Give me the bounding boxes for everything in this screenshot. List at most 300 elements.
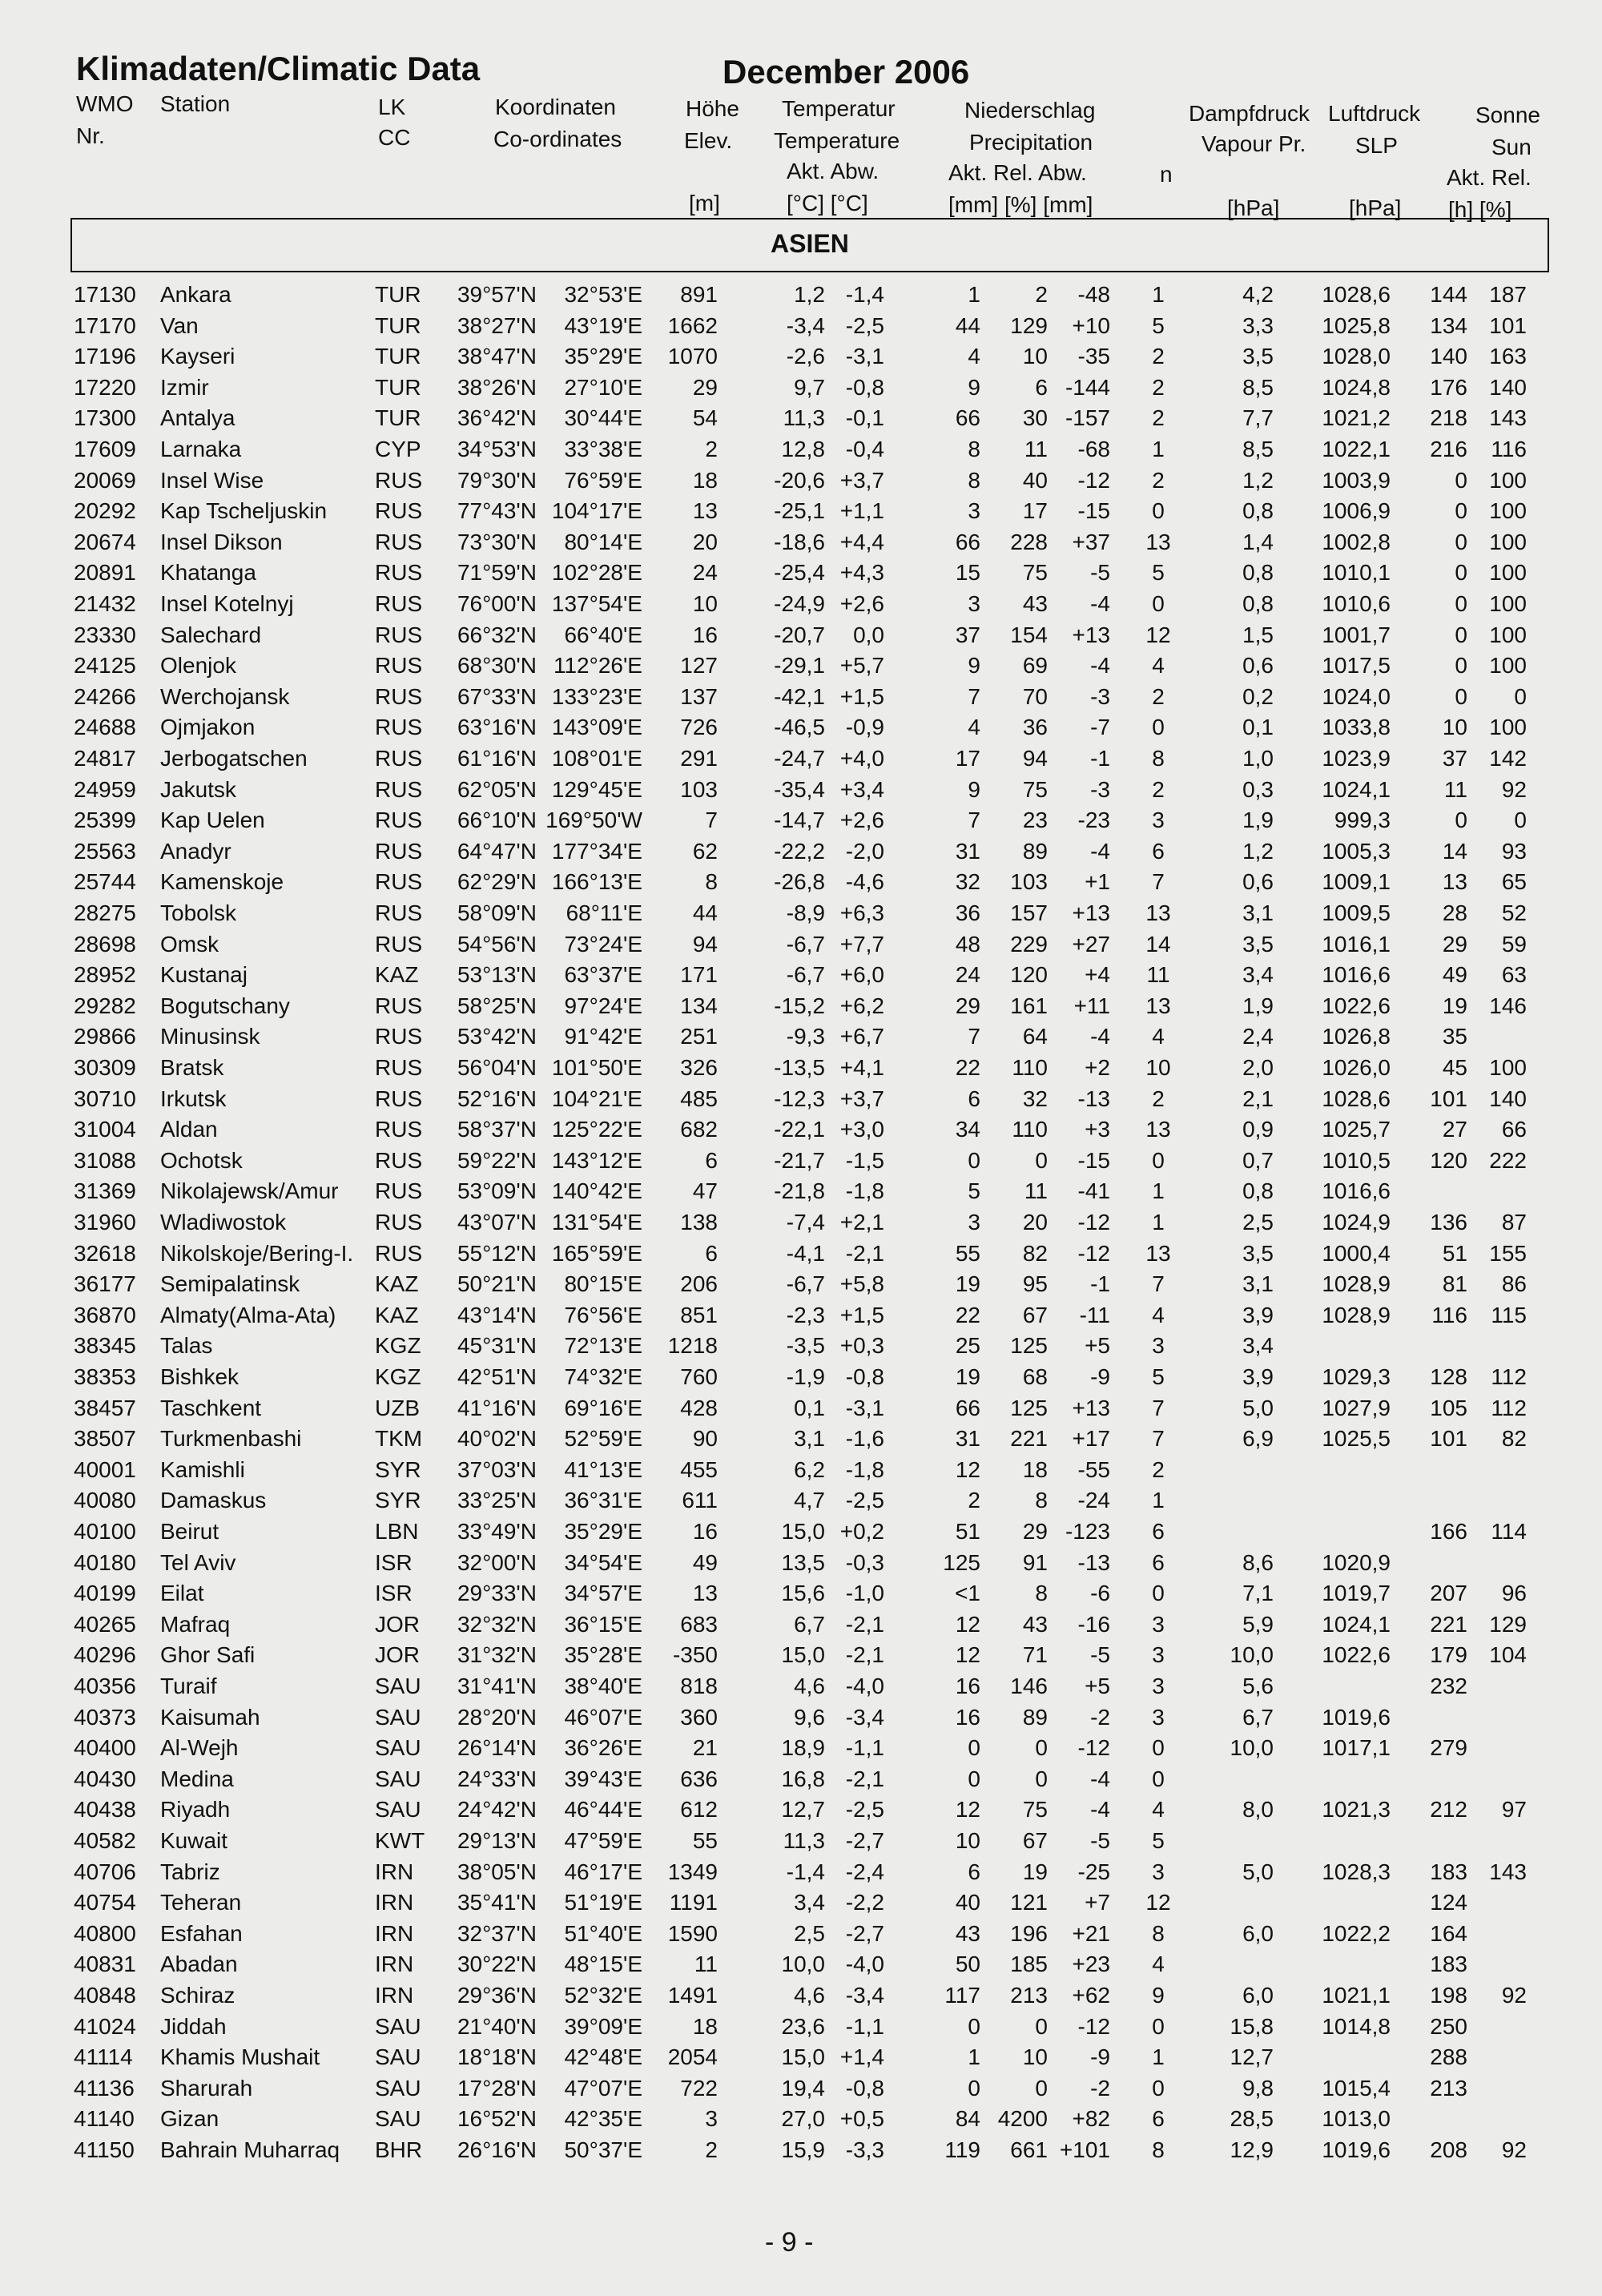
elevation: 103 — [680, 776, 718, 802]
station-name: Turaif — [160, 1674, 217, 1698]
vapour-pressure: 0,8 — [1242, 591, 1274, 616]
prec-relative: 67 — [1022, 1828, 1048, 1853]
sun-relative: 143 — [1489, 1859, 1527, 1884]
sun-hours: 250 — [1430, 2013, 1467, 2039]
station-name: Khamis Mushait — [160, 2044, 320, 2070]
sun-hours: 179 — [1430, 1642, 1467, 1668]
temp-deviation: +2,1 — [839, 1210, 884, 1235]
prec-days: 8 — [1152, 1920, 1165, 1946]
longitude: 143°09'E — [551, 715, 642, 740]
prec-actual: 8 — [968, 467, 980, 493]
prec-relative: 125 — [1010, 1395, 1048, 1420]
longitude: 32°53'E — [564, 282, 642, 307]
lk-header: LK — [378, 95, 406, 119]
country-code: RUS — [375, 900, 423, 925]
longitude: 46°17'E — [564, 1859, 642, 1884]
vapour-pressure: 6,9 — [1242, 1426, 1274, 1452]
station-name: Ghor Safi — [160, 1642, 256, 1668]
station-name: Riyadh — [160, 1797, 231, 1823]
elevation: 62 — [692, 838, 718, 864]
table-row — [0, 558, 1602, 589]
longitude: 76°56'E — [564, 1302, 642, 1327]
prec-actual: 12 — [955, 1611, 980, 1637]
prec-actual: 66 — [955, 529, 980, 554]
temp-deviation: +0,2 — [839, 1519, 884, 1544]
prec-actual: 37 — [955, 622, 980, 647]
prec-relative: 8 — [1035, 1581, 1048, 1606]
sun-hours: 0 — [1455, 498, 1467, 524]
country-code: SAU — [375, 1735, 421, 1761]
prec-actual: 117 — [944, 1983, 980, 2008]
temp-deviation: +6,3 — [839, 900, 884, 925]
elevation: 7 — [705, 808, 718, 833]
prec-deviation: -12 — [1077, 1735, 1110, 1761]
temp-actual: 12,8 — [781, 437, 825, 461]
sun-relative: 140 — [1489, 374, 1527, 400]
prec-relative: 75 — [1022, 1797, 1048, 1823]
elevation: 1191 — [669, 1890, 718, 1915]
sun-relative: 163 — [1489, 344, 1527, 369]
country-code: RUS — [375, 746, 423, 771]
sea-level-pressure: 1024,0 — [1322, 683, 1391, 709]
latitude: 38°05'N — [457, 1859, 537, 1884]
table-row — [0, 2042, 1602, 2073]
country-code: TUR — [375, 312, 421, 338]
wmo-number: 24959 — [74, 776, 136, 802]
sun-hours: 0 — [1455, 560, 1467, 586]
temp-deviation: +0,5 — [839, 2106, 884, 2132]
prec-deviation: -4 — [1090, 838, 1110, 864]
longitude: 47°07'E — [564, 2075, 642, 2101]
country-code: BHR — [375, 2137, 423, 2162]
sun-relative: 115 — [1491, 1302, 1527, 1327]
sun-relative: 100 — [1489, 529, 1527, 554]
table-row — [0, 1857, 1602, 1888]
country-code: IRN — [375, 1920, 414, 1946]
vapour-pressure: 5,0 — [1242, 1859, 1274, 1884]
longitude: 35°29'E — [564, 344, 642, 369]
latitude: 56°04'N — [457, 1055, 537, 1080]
latitude: 24°33'N — [457, 1766, 537, 1791]
vapour-pressure: 3,1 — [1242, 1271, 1274, 1297]
prec-days: 2 — [1152, 776, 1165, 802]
vapour-pressure: 8,0 — [1242, 1797, 1274, 1823]
sea-level-pressure: 1028,6 — [1322, 282, 1391, 307]
longitude: 34°57'E — [564, 1581, 642, 1606]
elevation: 13 — [692, 1581, 718, 1606]
station-name: Sharurah — [160, 2075, 253, 2101]
prec-deviation: -12 — [1077, 2013, 1110, 2039]
prec-deviation: -5 — [1090, 1642, 1110, 1668]
country-code: RUS — [375, 808, 423, 833]
latitude: 33°25'N — [457, 1488, 537, 1513]
sea-level-pressure: 1022,2 — [1322, 1920, 1391, 1946]
prec-deviation: +13 — [1072, 1395, 1110, 1420]
prec-relative: 196 — [1010, 1920, 1048, 1946]
temp-actual: -1,9 — [786, 1364, 825, 1389]
precipitation-header: Niederschlag — [964, 98, 1096, 123]
sea-level-pressure: 1028,9 — [1322, 1302, 1391, 1327]
prec-relative: 75 — [1022, 560, 1048, 586]
country-code: RUS — [375, 653, 423, 679]
sea-level-pressure: 1013,0 — [1322, 2106, 1391, 2132]
temp-deviation: -2,1 — [845, 1766, 884, 1791]
prec-days: 2 — [1152, 374, 1165, 400]
temp-deviation: -4,0 — [845, 1674, 884, 1698]
elevation: 90 — [692, 1426, 718, 1452]
elevation: 11 — [694, 1952, 718, 1977]
station-name: Jakutsk — [160, 776, 236, 802]
country-code: RUS — [375, 1210, 423, 1235]
prec-relative: 11 — [1024, 1178, 1048, 1204]
latitude: 31°41'N — [457, 1674, 537, 1698]
sun-relative: 97 — [1501, 1797, 1527, 1823]
wmo-number: 31960 — [74, 1210, 136, 1235]
wmo-number: 38457 — [74, 1395, 136, 1420]
sea-level-pressure: 1025,5 — [1322, 1426, 1391, 1452]
prec-actual: 6 — [968, 1859, 980, 1884]
sea-level-pressure: 1028,3 — [1322, 1859, 1391, 1884]
prec-relative: 94 — [1022, 746, 1048, 771]
prec-relative: 213 — [1010, 1983, 1048, 2008]
sea-level-pressure: 1024,1 — [1322, 776, 1391, 802]
latitude: 33°49'N — [457, 1519, 537, 1544]
elevation: 636 — [680, 1766, 718, 1791]
temp-actual: 18,9 — [781, 1735, 825, 1761]
longitude: 69°16'E — [564, 1395, 642, 1420]
table-row — [0, 403, 1602, 434]
temp-actual: -6,7 — [786, 931, 825, 957]
prec-relative: 6 — [1035, 374, 1048, 400]
latitude: 62°05'N — [457, 776, 537, 802]
station-name: Turkmenbashi — [160, 1426, 302, 1452]
prec-deviation: +5 — [1085, 1674, 1110, 1698]
temp-deviation: +5,8 — [839, 1271, 884, 1297]
temp-deviation: +1,4 — [839, 2044, 884, 2070]
wmo-number: 40754 — [74, 1890, 136, 1915]
country-code: LBN — [375, 1519, 419, 1544]
longitude: 68°11'E — [566, 900, 642, 925]
latitude: 73°30'N — [457, 529, 537, 554]
prec-deviation: -13 — [1077, 1086, 1110, 1111]
wmo-number: 40373 — [74, 1704, 136, 1730]
table-row — [0, 898, 1602, 929]
temp-actual: 3,1 — [794, 1426, 825, 1452]
temp-actual: -24,9 — [774, 591, 825, 616]
temp-actual: 12,7 — [781, 1797, 825, 1823]
page-number: - 9 - — [765, 2227, 814, 2258]
country-code: IRN — [375, 1859, 414, 1884]
temp-deviation: +7,7 — [839, 931, 884, 957]
table-row — [0, 2135, 1602, 2166]
sun-relative: 63 — [1501, 962, 1527, 988]
prec-actual: 16 — [955, 1674, 980, 1698]
sea-level-pressure: 1028,6 — [1322, 1086, 1391, 1111]
latitude: 53°42'N — [457, 1024, 537, 1049]
prec-actual: 7 — [968, 1024, 980, 1049]
wmo-number: 29282 — [74, 993, 136, 1018]
latitude: 68°30'N — [457, 653, 537, 679]
sun-hours: 0 — [1455, 529, 1467, 554]
sun-relative: 65 — [1501, 869, 1527, 895]
prec-days: 4 — [1152, 1024, 1165, 1049]
wmo-number: 38507 — [74, 1426, 136, 1452]
prec-relative: 23 — [1022, 808, 1048, 833]
temp-actual: -24,7 — [774, 746, 825, 771]
vapour-pressure: 5,0 — [1242, 1395, 1274, 1420]
temp-deviation: +4,3 — [839, 560, 884, 586]
prec-days: 4 — [1152, 653, 1165, 679]
table-row — [0, 434, 1602, 465]
prec-relative: 71 — [1022, 1642, 1048, 1668]
elevation: 1218 — [667, 1333, 718, 1359]
prec-relative: 0 — [1035, 2075, 1048, 2101]
elevation: 428 — [680, 1395, 718, 1420]
temp-actual: -1,4 — [786, 1859, 825, 1884]
elevation: 18 — [692, 467, 718, 493]
wmo-number: 30710 — [74, 1086, 136, 1111]
sun-relative: 100 — [1489, 560, 1527, 586]
table-row — [0, 496, 1602, 527]
vapour-pressure: 0,6 — [1242, 653, 1274, 679]
prec-days: 4 — [1152, 1952, 1165, 1977]
country-code: KGZ — [375, 1364, 421, 1389]
station-name: Medina — [160, 1766, 234, 1791]
sun-hours: 0 — [1455, 467, 1467, 493]
temp-actual: -14,7 — [774, 808, 825, 833]
latitude: 63°16'N — [457, 715, 537, 740]
wmo-number: 20891 — [74, 560, 136, 586]
table-row — [0, 836, 1602, 868]
temp-deviation: -1,5 — [845, 1147, 884, 1173]
latitude: 38°27'N — [457, 312, 537, 338]
sun-relative: 100 — [1489, 467, 1527, 493]
temp-actual: -20,6 — [774, 467, 825, 493]
temp-actual: -7,4 — [786, 1210, 825, 1235]
slp-header: Luftdruck — [1328, 101, 1421, 126]
wmo-number: 20069 — [74, 467, 136, 493]
vapour-pressure: 3,5 — [1242, 344, 1274, 369]
prec-relative: 157 — [1010, 900, 1048, 925]
sun-hours: 0 — [1455, 653, 1467, 679]
station-name: Olenjok — [160, 653, 236, 679]
document-month: December 2006 — [723, 53, 970, 91]
coordinates-en-header: Co-ordinates — [493, 127, 622, 151]
temp-deviation: -0,9 — [845, 715, 884, 740]
station-name: Insel Wise — [160, 467, 264, 493]
latitude: 41°16'N — [457, 1395, 537, 1420]
table-row — [0, 1331, 1602, 1362]
wmo-number: 31369 — [74, 1178, 136, 1204]
latitude: 29°36'N — [457, 1983, 537, 2008]
prec-deviation: -3 — [1090, 683, 1110, 709]
country-code: IRN — [375, 1890, 414, 1915]
station-name: Tobolsk — [160, 900, 236, 925]
table-row — [0, 1239, 1602, 1270]
sun-hours: 116 — [1431, 1302, 1467, 1327]
latitude: 66°10'N — [457, 808, 537, 833]
temp-actual: 23,6 — [781, 2013, 825, 2039]
table-row — [0, 775, 1602, 806]
table-row — [0, 1269, 1602, 1300]
prec-days: 0 — [1152, 2013, 1165, 2039]
prec-deviation: -7 — [1090, 715, 1110, 740]
elevation: 291 — [680, 746, 718, 771]
prec-relative: 29 — [1022, 1519, 1048, 1544]
prec-days: 13 — [1145, 900, 1171, 925]
prec-actual: 9 — [968, 374, 980, 400]
station-name: Al-Wejh — [160, 1735, 239, 1761]
country-code: RUS — [375, 1055, 423, 1080]
sun-hours: 0 — [1455, 622, 1467, 647]
table-row — [0, 1578, 1602, 1609]
sun-relative: 59 — [1501, 931, 1527, 957]
temperature-unit: [°C] [°C] — [787, 191, 868, 216]
sun-hours: 29 — [1442, 931, 1467, 957]
table-row — [0, 341, 1602, 373]
latitude: 66°32'N — [457, 622, 537, 647]
sea-level-pressure: 1017,1 — [1322, 1735, 1391, 1761]
latitude: 52°16'N — [457, 1086, 537, 1111]
sea-level-pressure: 1019,6 — [1322, 2137, 1391, 2162]
elevation: 94 — [692, 931, 718, 957]
station-name: Irkutsk — [160, 1086, 227, 1111]
elevation: 851 — [680, 1302, 718, 1327]
sea-level-pressure: 1027,9 — [1322, 1395, 1391, 1420]
elevation: 138 — [680, 1210, 718, 1235]
vapour-pressure: 15,8 — [1230, 2013, 1274, 2039]
prec-deviation: -9 — [1090, 2044, 1110, 2070]
prec-actual: 25 — [955, 1333, 980, 1359]
country-code: RUS — [375, 869, 423, 895]
prec-deviation: -15 — [1077, 1147, 1110, 1173]
vapour-pressure: 5,6 — [1242, 1674, 1274, 1698]
station-name: Omsk — [160, 931, 219, 957]
prec-days: 5 — [1152, 560, 1165, 586]
temp-actual: 10,0 — [781, 1952, 825, 1977]
sun-relative: 52 — [1501, 900, 1527, 925]
prec-relative: 17 — [1022, 498, 1048, 524]
elevation: 137 — [680, 683, 718, 709]
prec-days: 3 — [1152, 1611, 1165, 1637]
prec-relative: 40 — [1022, 467, 1048, 493]
station-name: Khatanga — [160, 560, 256, 586]
sun-hours: 11 — [1443, 776, 1467, 802]
prec-relative: 125 — [1010, 1333, 1048, 1359]
prec-deviation: -6 — [1090, 1581, 1110, 1606]
wmo-number: 40430 — [74, 1766, 136, 1791]
prec-deviation: +13 — [1072, 622, 1110, 647]
station-name: Semipalatinsk — [160, 1271, 300, 1297]
longitude: 140°42'E — [551, 1178, 642, 1204]
sun-relative: 114 — [1491, 1519, 1527, 1544]
station-name: Minusinsk — [160, 1024, 260, 1049]
prec-deviation: -15 — [1077, 498, 1110, 524]
wmo-number: 24125 — [74, 653, 136, 679]
temp-deviation: +6,0 — [839, 962, 884, 988]
prec-relative: 32 — [1022, 1086, 1048, 1111]
table-row — [0, 280, 1602, 311]
prec-days: 0 — [1152, 1581, 1165, 1606]
temp-actual: 4,7 — [794, 1488, 825, 1513]
vapour-pressure: 1,5 — [1242, 622, 1274, 647]
sun-relative: 92 — [1501, 2137, 1527, 2162]
wmo-number: 31004 — [74, 1117, 136, 1142]
temperature-sub-header: Akt. Abw. — [787, 159, 879, 183]
table-row — [0, 867, 1602, 898]
prec-actual: 66 — [955, 405, 980, 431]
prec-actual: 15 — [955, 560, 980, 586]
temp-actual: -21,7 — [774, 1147, 825, 1173]
prec-relative: 89 — [1022, 838, 1048, 864]
elevation: 24 — [692, 560, 718, 586]
country-code: TUR — [375, 344, 421, 369]
prec-actual: 24 — [955, 962, 980, 988]
temp-deviation: +5,7 — [839, 653, 884, 679]
sun-hours: 35 — [1442, 1024, 1467, 1049]
prec-relative: 185 — [1010, 1952, 1048, 1977]
wmo-number: 24688 — [74, 715, 136, 740]
station-name: Kustanaj — [160, 962, 248, 988]
vapour-pressure: 0,7 — [1242, 1147, 1274, 1173]
prec-relative: 2 — [1035, 282, 1048, 307]
prec-actual: 5 — [968, 1178, 980, 1204]
vapour-pressure: 3,5 — [1242, 1240, 1274, 1266]
latitude: 77°43'N — [457, 498, 537, 524]
temp-actual: -46,5 — [774, 715, 825, 740]
prec-actual: 3 — [968, 591, 980, 616]
temp-actual: -8,9 — [786, 900, 825, 925]
longitude: 66°40'E — [564, 622, 642, 647]
sea-level-pressure: 1016,1 — [1322, 931, 1391, 957]
prec-relative: 68 — [1022, 1364, 1048, 1389]
longitude: 137°54'E — [551, 591, 642, 616]
longitude: 36°26'E — [564, 1735, 642, 1761]
temp-actual: -25,1 — [774, 498, 825, 524]
country-code: UZB — [375, 1395, 420, 1420]
sun-hours: 218 — [1430, 405, 1467, 431]
elevation: 682 — [680, 1117, 718, 1142]
longitude: 39°09'E — [564, 2013, 642, 2039]
temp-deviation: -1,0 — [845, 1581, 884, 1606]
table-row — [0, 2012, 1602, 2043]
sea-level-pressure: 1001,7 — [1322, 622, 1391, 647]
table-row — [0, 1980, 1602, 2012]
vapour-pressure: 3,4 — [1242, 1333, 1274, 1359]
elevation: 726 — [680, 715, 718, 740]
prec-deviation: -12 — [1077, 1210, 1110, 1235]
latitude: 35°41'N — [457, 1890, 537, 1915]
table-row — [0, 1609, 1602, 1641]
sun-relative: 112 — [1491, 1395, 1527, 1420]
country-code: KAZ — [375, 1271, 419, 1297]
sun-hours: 128 — [1430, 1364, 1467, 1389]
station-name: Izmir — [160, 374, 209, 400]
prec-deviation: -23 — [1077, 808, 1110, 833]
sun-relative: 92 — [1501, 1983, 1527, 2008]
elevation-unit: [m] — [689, 191, 720, 216]
sun-relative: 129 — [1489, 1611, 1527, 1637]
latitude: 53°09'N — [457, 1178, 537, 1204]
wmo-number: 40001 — [74, 1456, 136, 1482]
prec-actual: 66 — [955, 1395, 980, 1420]
prec-deviation: -2 — [1090, 1704, 1110, 1730]
temp-deviation: -0,8 — [845, 374, 884, 400]
country-code: RUS — [375, 683, 423, 709]
temp-deviation: +2,6 — [839, 808, 884, 833]
temperature-en-header: Temperature — [774, 128, 900, 153]
sun-relative: 100 — [1489, 591, 1527, 616]
